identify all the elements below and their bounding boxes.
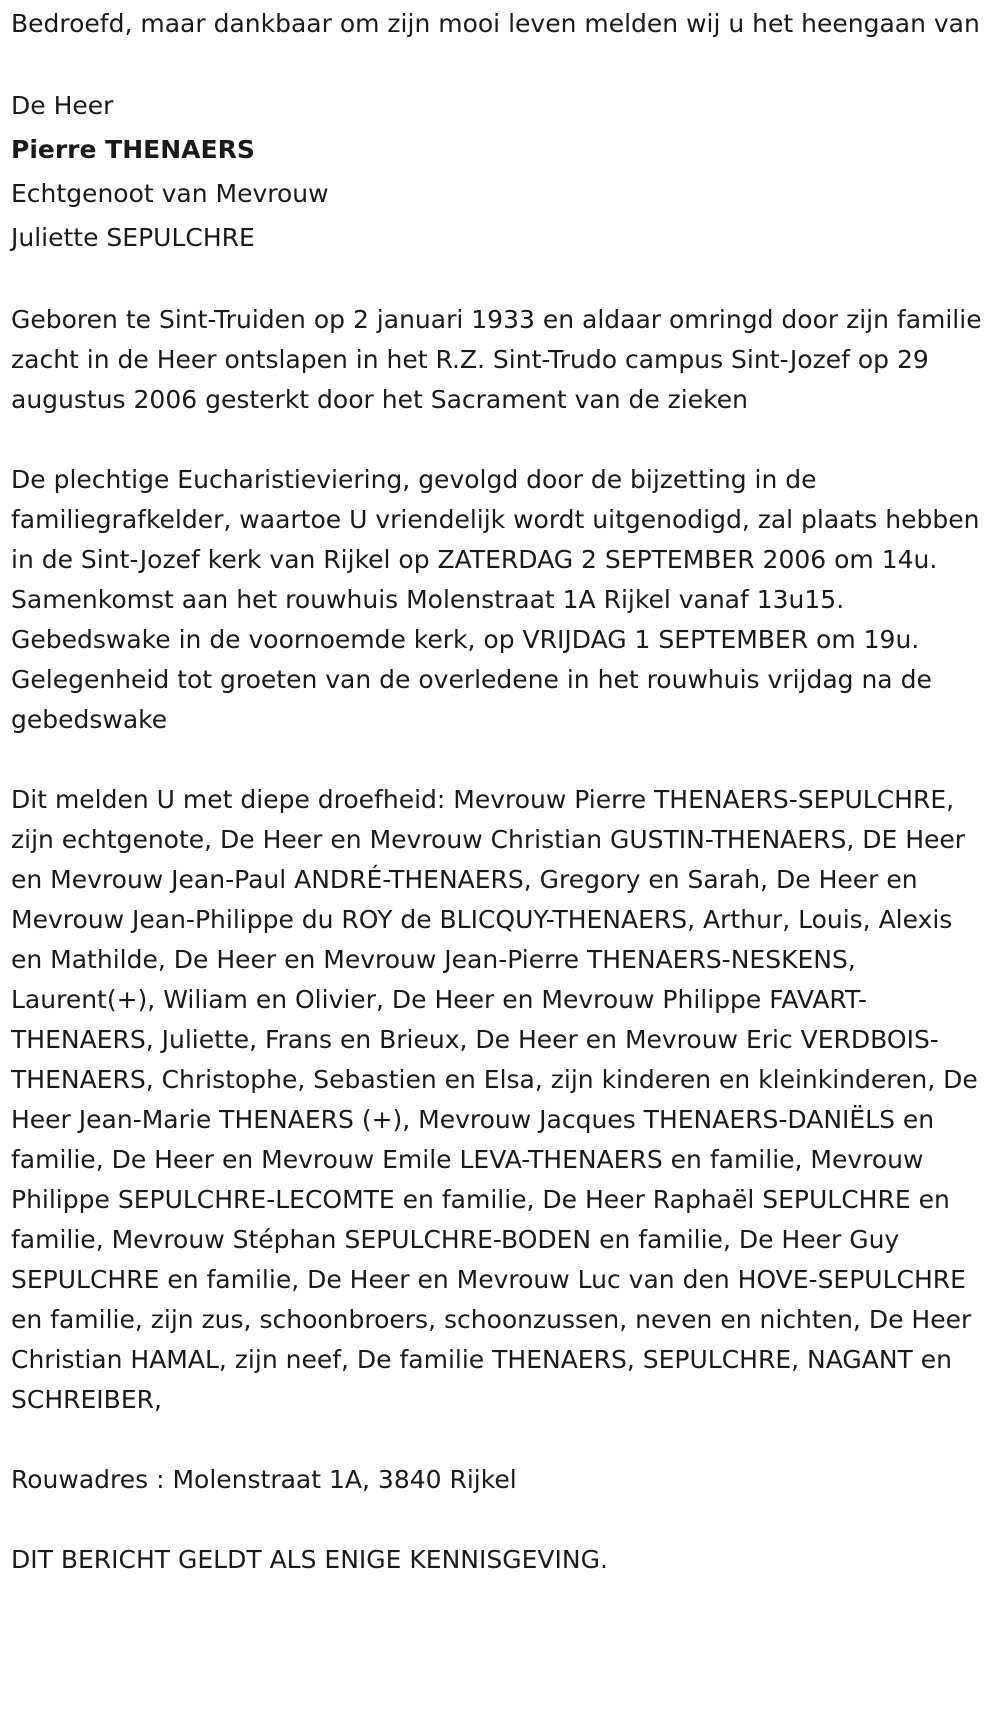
intro-text: Bedroefd, maar dankbaar om zijn mooi leven melden wij u het heengaan van (11, 9, 980, 38)
birth-death-text: Geboren te Sint-Truiden op 2 januari 1933 en aldaar omringd door zijn familie zacht in de Heer ontslapen in het R.Z. Sint-Trudo campus Sint-Jozef op 29 augustus 2006 gesterkt door het Sacrament van de zieken (11, 305, 982, 414)
ceremony-text: De plechtige Eucharistieviering, gevolgd door de bijzetting in de familiegrafkelder, waartoe U vriendelijk wordt uitgenodigd, zal plaats hebben in de Sint-Jozef kerk van Rijkel op ZATERDAG 2 SEPTEMBER 2006 om 14u. Samenkomst aan het rouwhuis Molenstraat 1A Rijkel vanaf 13u15. Gebedswake in de voornoemde kerk, op VRIJDAG 1 SEPTEMBER om 19u. Gelegenheid tot groeten van de overledene in het rouwhuis vrijdag na de gebedswake (11, 465, 980, 734)
closing-text: DIT BERICHT GELDT ALS ENIGE KENNISGEVING. (11, 1545, 608, 1574)
mourning-address: Rouwadres : Molenstraat 1A, 3840 Rijkel (11, 1465, 517, 1494)
spacer (11, 260, 990, 300)
deceased-name: Pierre THENAERS (11, 135, 255, 164)
spouse-line-1: Echtgenoot van Mevrouw (11, 179, 329, 208)
spacer (11, 420, 990, 460)
spacer (11, 1420, 990, 1460)
spacer (11, 44, 990, 84)
spouse-line-2: Juliette SEPULCHRE (11, 223, 255, 252)
family-text: Dit melden U met diepe droefheid: Mevrouw Pierre THENAERS-SEPULCHRE, zijn echtgenote, De Heer en Mevrouw Christian GUSTIN-THENAERS, DE Heer en Mevrouw Jean-Paul ANDRÉ-THENAERS, Gregory en Sarah, De Heer en Mevrouw Jean-Philippe du ROY de BLICQUY-THENAERS, Arthur, Louis, Alexis en Mathilde, De Heer en Mevrouw Jean-Pierre THENAERS-NESKENS, Laurent(+), Wiliam en Olivier, De Heer en Mevrouw Philippe FAVART-THENAERS, Juliette, Frans en Brieux, De Heer en Mevrouw Eric VERDBOIS-THENAERS, Christophe, Sebastien en Elsa, zijn kinderen en kleinkinderen, De Heer Jean-Marie THENAERS (+), Mevrouw Jacques THENAERS-DANIËLS en familie, De Heer en Mevrouw Emile LEVA-THENAERS en familie, Mevrouw Philippe SEPULCHRE-LECOMTE en familie, De Heer Raphaël SEPULCHRE en familie, Mevrouw Stéphan SEPULCHRE-BODEN en familie, De Heer Guy SEPULCHRE en familie, De Heer en Mevrouw Luc van den HOVE-SEPULCHRE en familie, zijn zus, schoonbroers, schoonzussen, neven en nichten, De Heer Christian HAMAL, zijn neef, De familie THENAERS, SEPULCHRE, NAGANT en SCHREIBER, (11, 785, 978, 1414)
spacer (11, 1500, 990, 1540)
deceased-title: De Heer (11, 91, 114, 120)
spacer (11, 740, 990, 780)
